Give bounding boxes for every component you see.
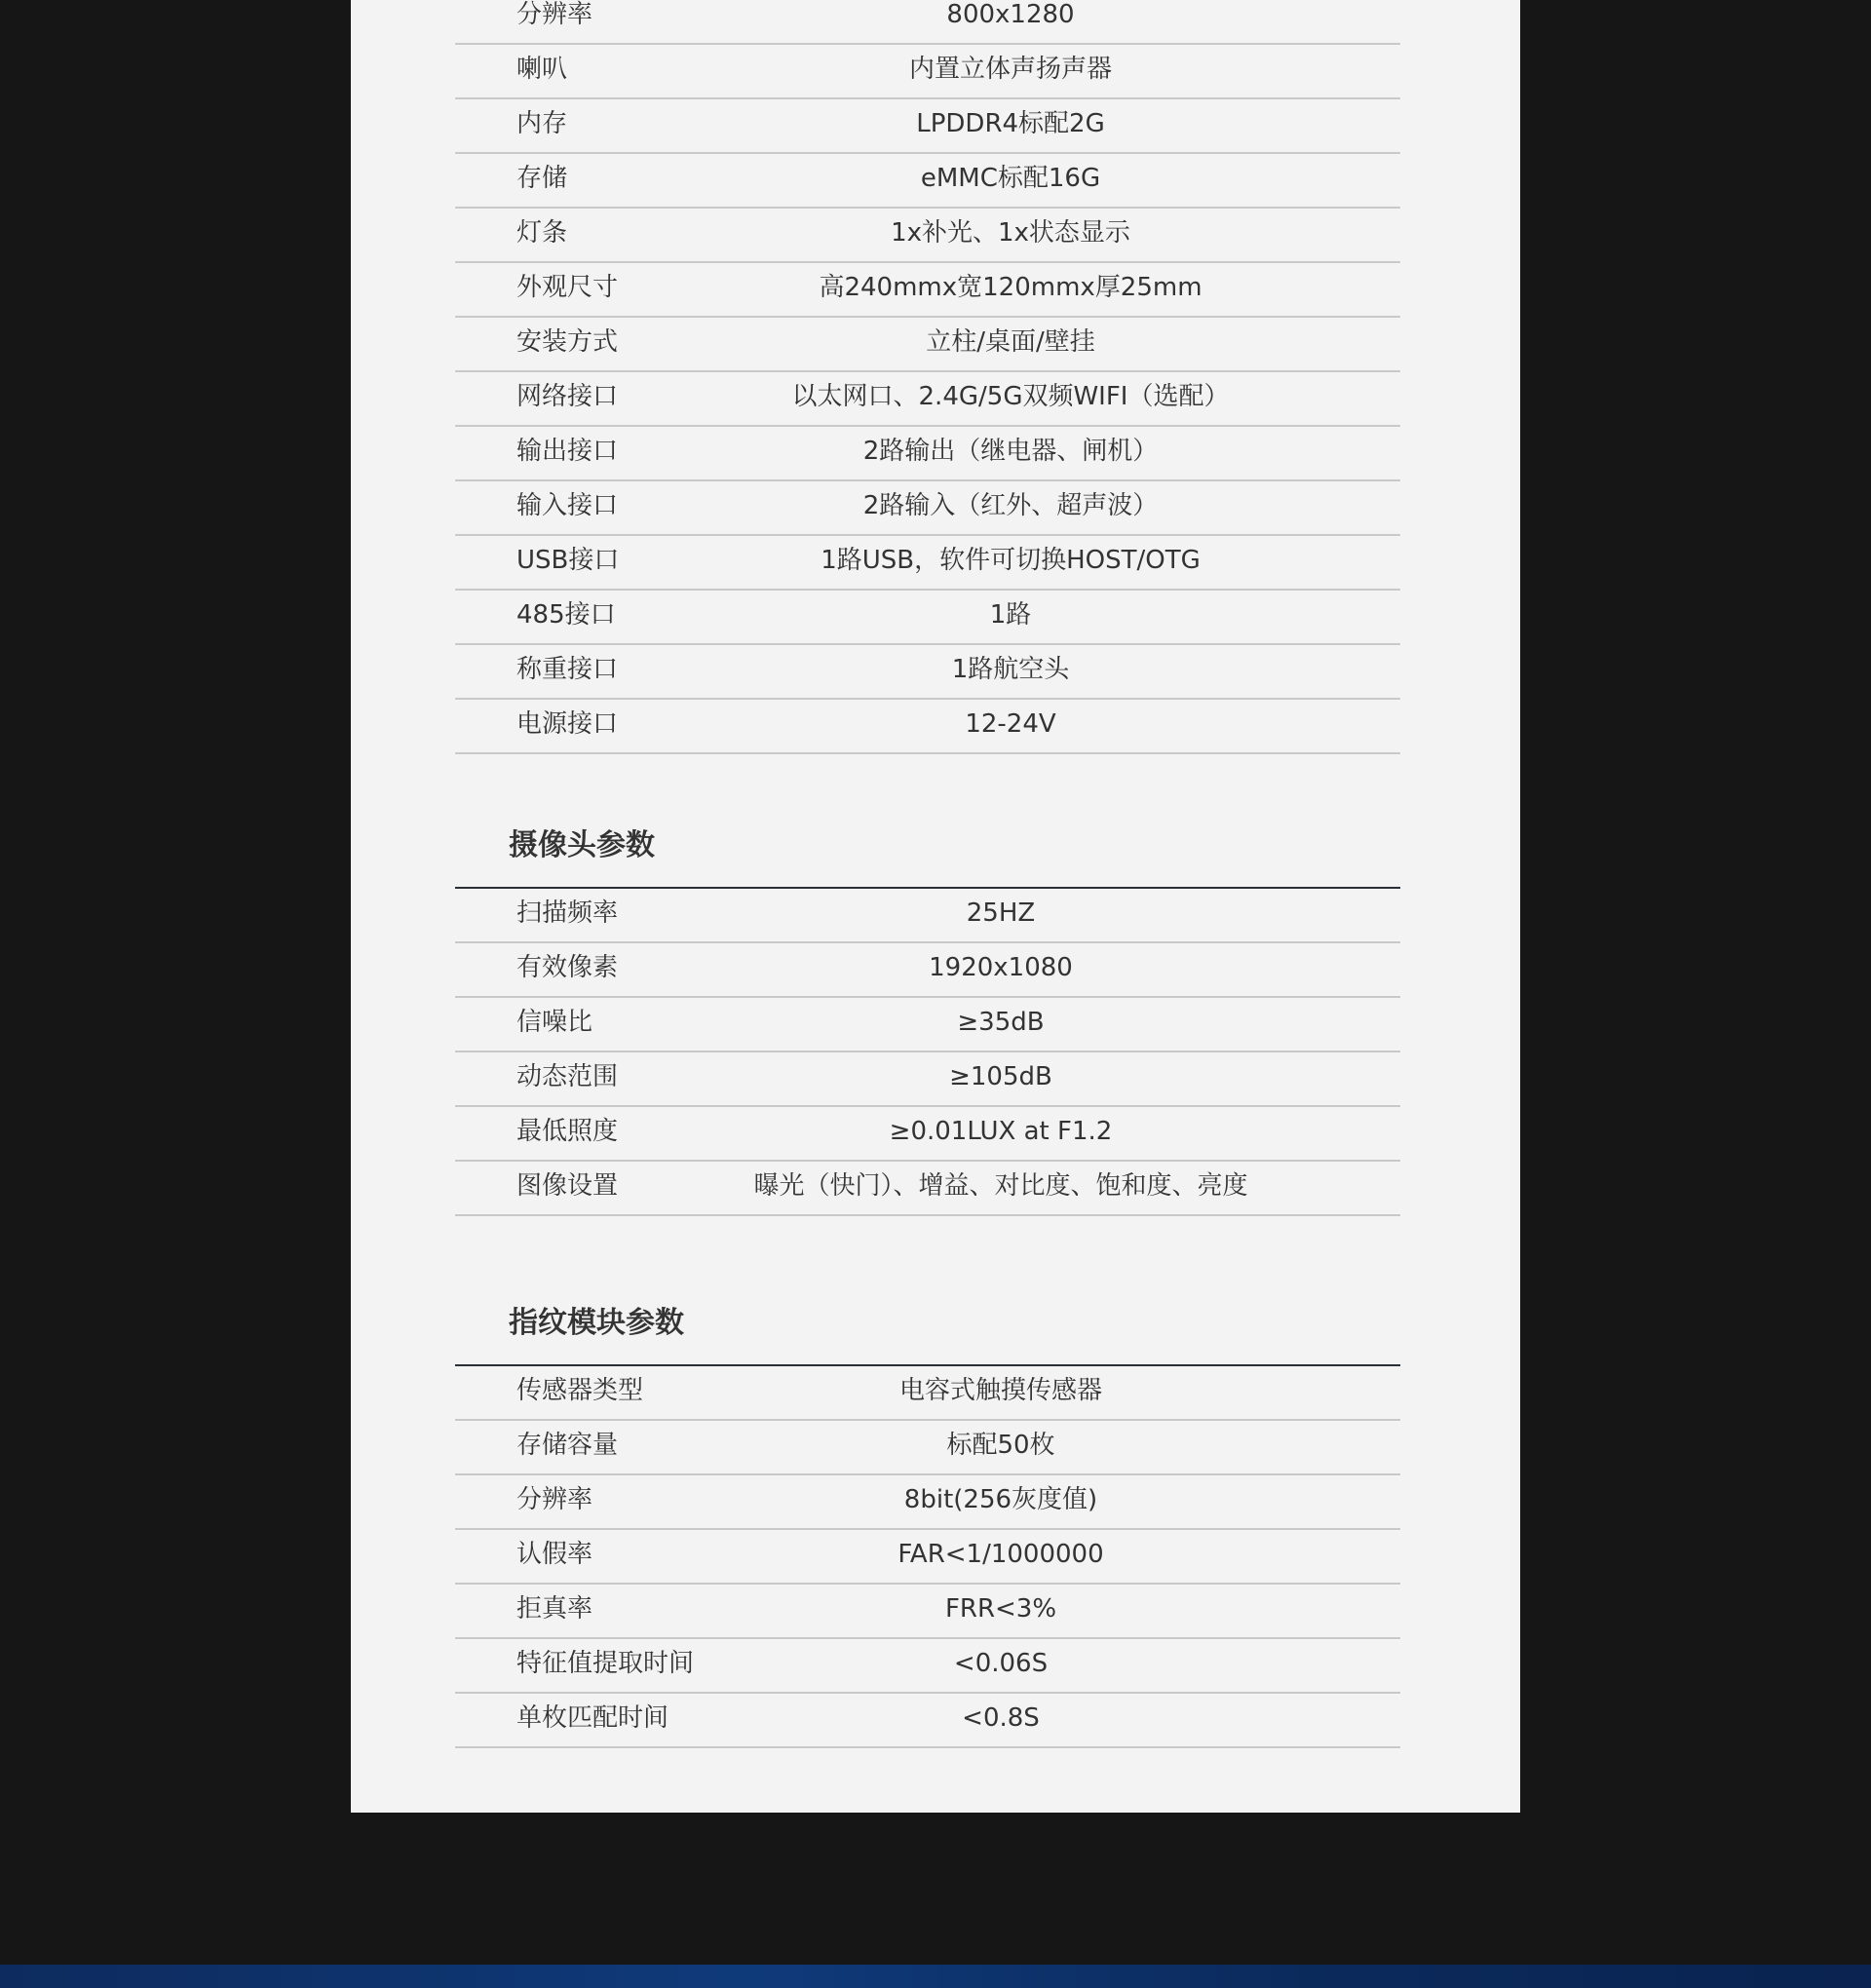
spec-label: 存储容量 bbox=[516, 1431, 619, 1460]
spec-label: 喇叭 bbox=[516, 55, 568, 84]
spec-value: 25HZ bbox=[966, 898, 1036, 928]
spec-value: FRR<3% bbox=[944, 1594, 1057, 1624]
spec-value: 高240mmx宽120mmx厚25mm bbox=[819, 273, 1203, 302]
spec-label: 认假率 bbox=[516, 1540, 593, 1569]
spec-value: ≥35dB bbox=[957, 1008, 1045, 1037]
spec-value: 标配50枚 bbox=[946, 1431, 1055, 1460]
spec-label: 传感器类型 bbox=[516, 1376, 644, 1405]
spec-value: eMMC标配16G bbox=[920, 164, 1101, 193]
spec-value: 电容式触摸传感器 bbox=[898, 1376, 1102, 1405]
table-row bbox=[455, 318, 1400, 372]
table-row bbox=[455, 1421, 1400, 1475]
spec-value: 曝光（快门）、增益、对比度、饱和度、亮度 bbox=[753, 1171, 1248, 1201]
spec-label: 分辨率 bbox=[516, 0, 593, 29]
spec-label: 有效像素 bbox=[516, 953, 619, 982]
table-row bbox=[455, 943, 1400, 998]
table-row bbox=[455, 1107, 1400, 1162]
spec-label: 输出接口 bbox=[516, 437, 619, 466]
spec-label: 内存 bbox=[516, 109, 568, 138]
table-row bbox=[455, 427, 1400, 481]
spec-label: 存储 bbox=[516, 164, 568, 193]
spec-label: 输入接口 bbox=[516, 491, 619, 520]
spec-label: 安装方式 bbox=[516, 327, 619, 357]
section-title: 摄像头参数 bbox=[509, 828, 655, 862]
spec-label: 网络接口 bbox=[516, 382, 619, 411]
table-row bbox=[455, 591, 1400, 645]
spec-label: 灯条 bbox=[516, 218, 568, 248]
spec-value: 内置立体声扬声器 bbox=[908, 55, 1112, 84]
spec-label: USB接口 bbox=[516, 546, 620, 575]
table-row bbox=[455, 154, 1400, 209]
spec-label: 485接口 bbox=[516, 600, 616, 630]
spec-label: 动态范围 bbox=[516, 1062, 619, 1091]
table-row bbox=[455, 1052, 1400, 1107]
spec-value: 1路USB，软件可切换HOST/OTG bbox=[821, 546, 1201, 575]
table-row bbox=[455, 1530, 1400, 1585]
spec-label: 图像设置 bbox=[516, 1171, 619, 1201]
table-row bbox=[455, 1639, 1400, 1694]
spec-value: 8bit(256灰度值) bbox=[903, 1485, 1098, 1514]
spec-value: 1路 bbox=[989, 600, 1032, 630]
table-row bbox=[455, 99, 1400, 154]
table-row bbox=[455, 372, 1400, 427]
table-row bbox=[455, 1366, 1400, 1421]
table-row bbox=[455, 481, 1400, 536]
spec-label: 最低照度 bbox=[516, 1117, 619, 1146]
spec-value: LPDDR4标配2G bbox=[916, 109, 1105, 138]
spec-label: 特征值提取时间 bbox=[516, 1649, 695, 1678]
table-row bbox=[455, 263, 1400, 318]
spec-value: FAR<1/1000000 bbox=[897, 1540, 1104, 1569]
table-row bbox=[455, 645, 1400, 700]
spec-label: 拒真率 bbox=[516, 1594, 593, 1624]
spec-panel bbox=[351, 0, 1520, 1813]
table-row bbox=[455, 0, 1400, 45]
spec-value: 1x补光、1x状态显示 bbox=[891, 218, 1130, 248]
spec-value: 立柱/桌面/壁挂 bbox=[926, 327, 1095, 357]
spec-value: 1920x1080 bbox=[929, 953, 1073, 982]
table-row bbox=[455, 1585, 1400, 1639]
table-row bbox=[455, 1475, 1400, 1530]
spec-value: ≥105dB bbox=[949, 1062, 1052, 1091]
spec-value: ≥0.01LUX at F1.2 bbox=[889, 1117, 1113, 1146]
spec-label: 称重接口 bbox=[516, 655, 619, 684]
table-row bbox=[455, 536, 1400, 591]
spec-value: <0.06S bbox=[953, 1649, 1049, 1678]
spec-label: 单枚匹配时间 bbox=[516, 1703, 669, 1733]
table-row bbox=[455, 209, 1400, 263]
footer-band bbox=[0, 1965, 1871, 1988]
spec-label: 信噪比 bbox=[516, 1008, 593, 1037]
table-row bbox=[455, 889, 1400, 943]
table-row bbox=[455, 1694, 1400, 1748]
table-row bbox=[455, 45, 1400, 99]
spec-value: 12-24V bbox=[965, 709, 1056, 739]
spec-value: 2路输出（继电器、闸机） bbox=[862, 437, 1159, 466]
spec-label: 分辨率 bbox=[516, 1485, 593, 1514]
table-row bbox=[455, 700, 1400, 754]
spec-label: 扫描频率 bbox=[516, 898, 619, 928]
spec-label: 电源接口 bbox=[516, 709, 619, 739]
spec-label: 外观尺寸 bbox=[516, 273, 619, 302]
spec-value: 1路航空头 bbox=[951, 655, 1070, 684]
spec-value: <0.8S bbox=[962, 1703, 1040, 1733]
table-row bbox=[455, 1162, 1400, 1216]
section-title: 指纹模块参数 bbox=[509, 1306, 684, 1340]
spec-value: 2路输入（红外、超声波） bbox=[862, 491, 1159, 520]
table-row bbox=[455, 998, 1400, 1052]
spec-value: 以太网口、2.4G/5G双频WIFI（选配） bbox=[791, 382, 1230, 411]
spec-value: 800x1280 bbox=[946, 0, 1075, 29]
